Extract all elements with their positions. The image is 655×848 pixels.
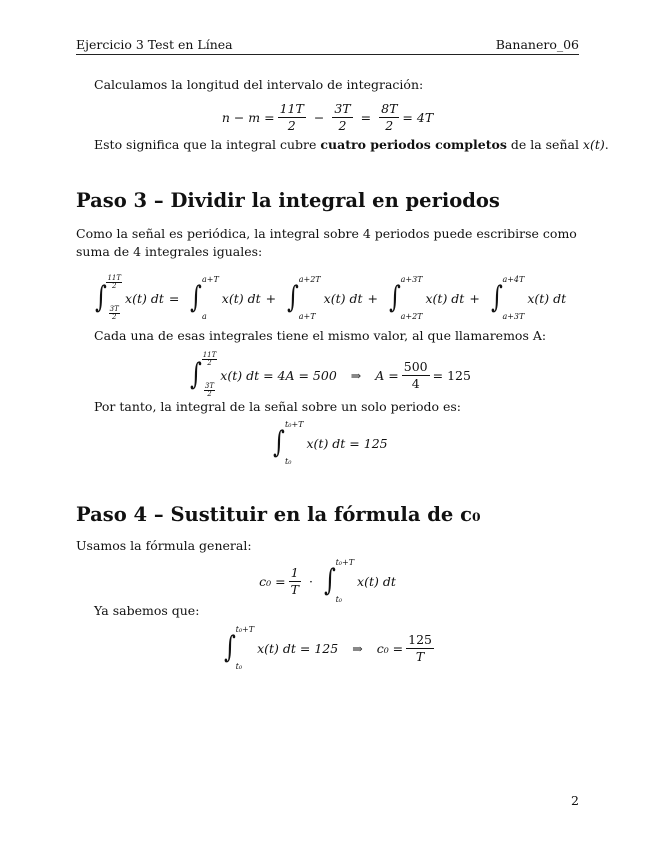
eq1-rhs: = 4T xyxy=(402,110,434,125)
paragraph-four-periods: Esto significa que la integral cubre cuatro periodos completos de la señal x(t). xyxy=(94,137,609,152)
eq5-integral: ∫ t₀+T t₀ xyxy=(323,558,355,604)
eq1-frac-1: $\frac{11T}{2}$ xyxy=(279,101,304,133)
equation-single-period: ∫ t₀+T t₀ x(t) dt = 125 xyxy=(273,420,388,466)
equation-c0-formula: c₀ = $\frac{1}{T}$ · ∫ t₀+T t₀ x(t) dt xyxy=(259,558,396,604)
eq6-integral: ∫ t₀+T t₀ xyxy=(223,625,255,671)
eq1-equals: = xyxy=(360,110,372,125)
running-header-left: Ejercicio 3 Test en Línea xyxy=(76,37,233,52)
eq5-frac: $\frac{1}{T}$ xyxy=(290,564,299,597)
page-number: 2 xyxy=(571,793,579,808)
section-heading-step-3: Paso 3 – Dividir la integral en periodos xyxy=(76,189,500,212)
eq2-integral-4: ∫ a+4T a+3T xyxy=(490,275,525,321)
paragraph-we-know: Ya sabemos que: xyxy=(94,603,200,618)
bold-four-periods: cuatro periodos completos xyxy=(320,137,507,152)
eq3-frac: $\frac{500}{4}$ xyxy=(403,358,428,391)
eq2-integral-main: ∫ 11T 2 3T 2 xyxy=(94,274,122,321)
eq2-integral-3: ∫ a+3T a+2T xyxy=(388,275,423,321)
eq1-frac-3: $\frac{8T}{2}$ xyxy=(381,101,398,133)
equation-value-a: ∫ 11T 2 3T 2 x(t) dt = 4A = 500 ⇒ A = $\frac{500}{4}$ = 125 xyxy=(190,351,471,398)
paragraph-same-value: Cada una de esas integrales tiene el mismo valor, al que llamaremos A: xyxy=(94,328,547,343)
eq1-minus: − xyxy=(313,110,325,125)
eq2-integral-2: ∫ a+2T a+T xyxy=(287,275,321,321)
eq2-integral-1: ∫ a+T a xyxy=(190,275,219,321)
eq3-arrow: ⇒ xyxy=(350,367,362,383)
section-heading-step-4: Paso 4 – Sustituir en la fórmula de c₀ xyxy=(76,503,481,526)
eq6-frac: $\frac{125}{T}$ xyxy=(408,631,433,664)
paragraph-interval-intro: Calculamos la longitud del intervalo de integración: xyxy=(94,77,424,92)
eq6-arrow: ⇒ xyxy=(352,640,363,656)
running-header-right: Bananero_06 xyxy=(495,37,579,52)
equation-sum-of-integrals: ∫ 11T 2 3T 2 x(t) dt = ∫ a+T a x(t) dt + ∫ a+2T a+T x(t) dt + ∫ a+3T a+2T x(t) dt + ∫ a+4T a+3T x(t) dt xyxy=(94,274,567,321)
paragraph-general-formula: Usamos la fórmula general: xyxy=(76,538,252,553)
eq3-integral: ∫ 11T 2 3T 2 xyxy=(190,351,217,398)
eq4-integral: ∫ t₀+T t₀ xyxy=(273,420,304,466)
eq1-lhs: n − m = xyxy=(221,110,275,125)
equation-c0-result: ∫ t₀+T t₀ x(t) dt = 125 ⇒ c₀ = $\frac{125}{T}$ xyxy=(223,625,433,671)
header-rule xyxy=(76,54,579,55)
eq1-frac-2: $\frac{3T}{2}$ xyxy=(334,101,351,133)
equation-interval-length xyxy=(0,102,655,133)
paragraph-periodic-split: Como la señal es periódica, la integral sobre 4 periodos puede escribirse como suma de 4 integrales iguales: xyxy=(76,226,577,259)
paragraph-single-period: Por tanto, la integral de la señal sobre un solo periodo es: xyxy=(94,399,461,414)
